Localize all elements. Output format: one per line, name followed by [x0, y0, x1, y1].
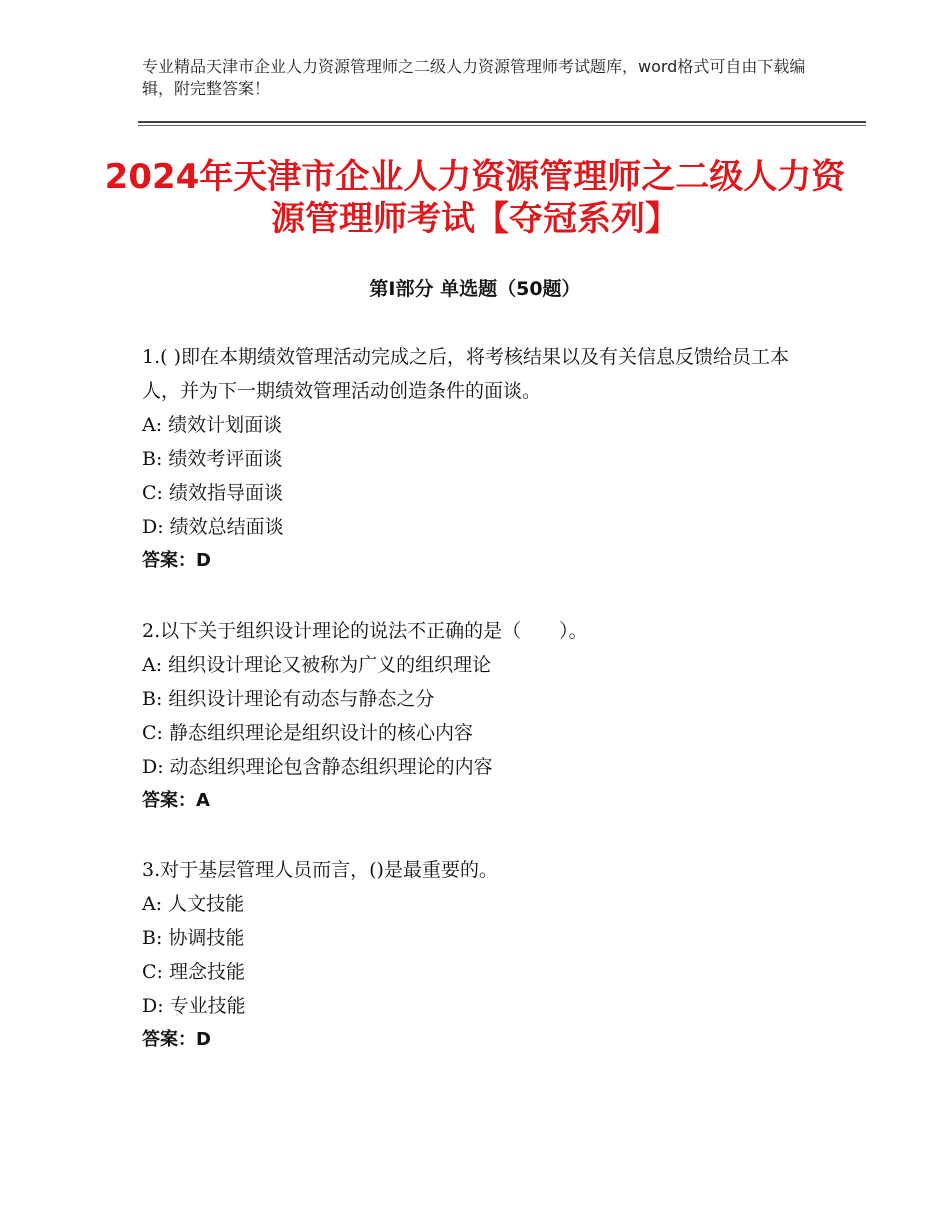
question-stem: 3.对于基层管理人员而言，()是最重要的。	[142, 859, 498, 881]
option-d: D: 动态组织理论包含静态组织理论的内容	[142, 756, 493, 778]
question-stem: 2.以下关于组织设计理论的说法不正确的是（ ）。	[142, 620, 588, 642]
question-stem: 1.( )即在本期绩效管理活动完成之后，将考核结果以及有关信息反馈给员工本人，并为下一期绩效管理活动创造条件的面谈。	[142, 346, 789, 402]
option-d: D: 专业技能	[142, 995, 246, 1017]
option-c: C: 理念技能	[142, 961, 245, 983]
option-a: A: 人文技能	[142, 893, 245, 915]
header-divider-thin	[138, 125, 866, 126]
question-2	[142, 614, 822, 818]
section-heading: 第Ⅰ部分 单选题（50题）	[369, 278, 581, 300]
option-b: B: 组织设计理论有动态与静态之分	[142, 688, 435, 710]
document-title: 2024年天津市企业人力资源管理师之二级人力资源管理师考试【夺冠系列】	[104, 157, 846, 239]
option-a: A: 绩效计划面谈	[142, 414, 283, 436]
answer: 答案：D	[142, 550, 211, 571]
option-c: C: 绩效指导面谈	[142, 482, 283, 504]
document-header: 专业精品天津市企业人力资源管理师之二级人力资源管理师考试题库，word格式可自由下载编辑，附完整答案！	[142, 57, 806, 98]
question-3	[142, 853, 822, 1057]
answer: 答案：A	[142, 790, 210, 811]
option-a: A: 组织设计理论又被称为广义的组织理论	[142, 654, 492, 676]
header-divider	[138, 121, 866, 123]
option-d: D: 绩效总结面谈	[142, 516, 284, 538]
answer: 答案：D	[142, 1029, 211, 1050]
question-1	[142, 340, 822, 578]
option-b: B: 绩效考评面谈	[142, 448, 283, 470]
option-c: C: 静态组织理论是组织设计的核心内容	[142, 722, 473, 744]
option-b: B: 协调技能	[142, 927, 245, 949]
